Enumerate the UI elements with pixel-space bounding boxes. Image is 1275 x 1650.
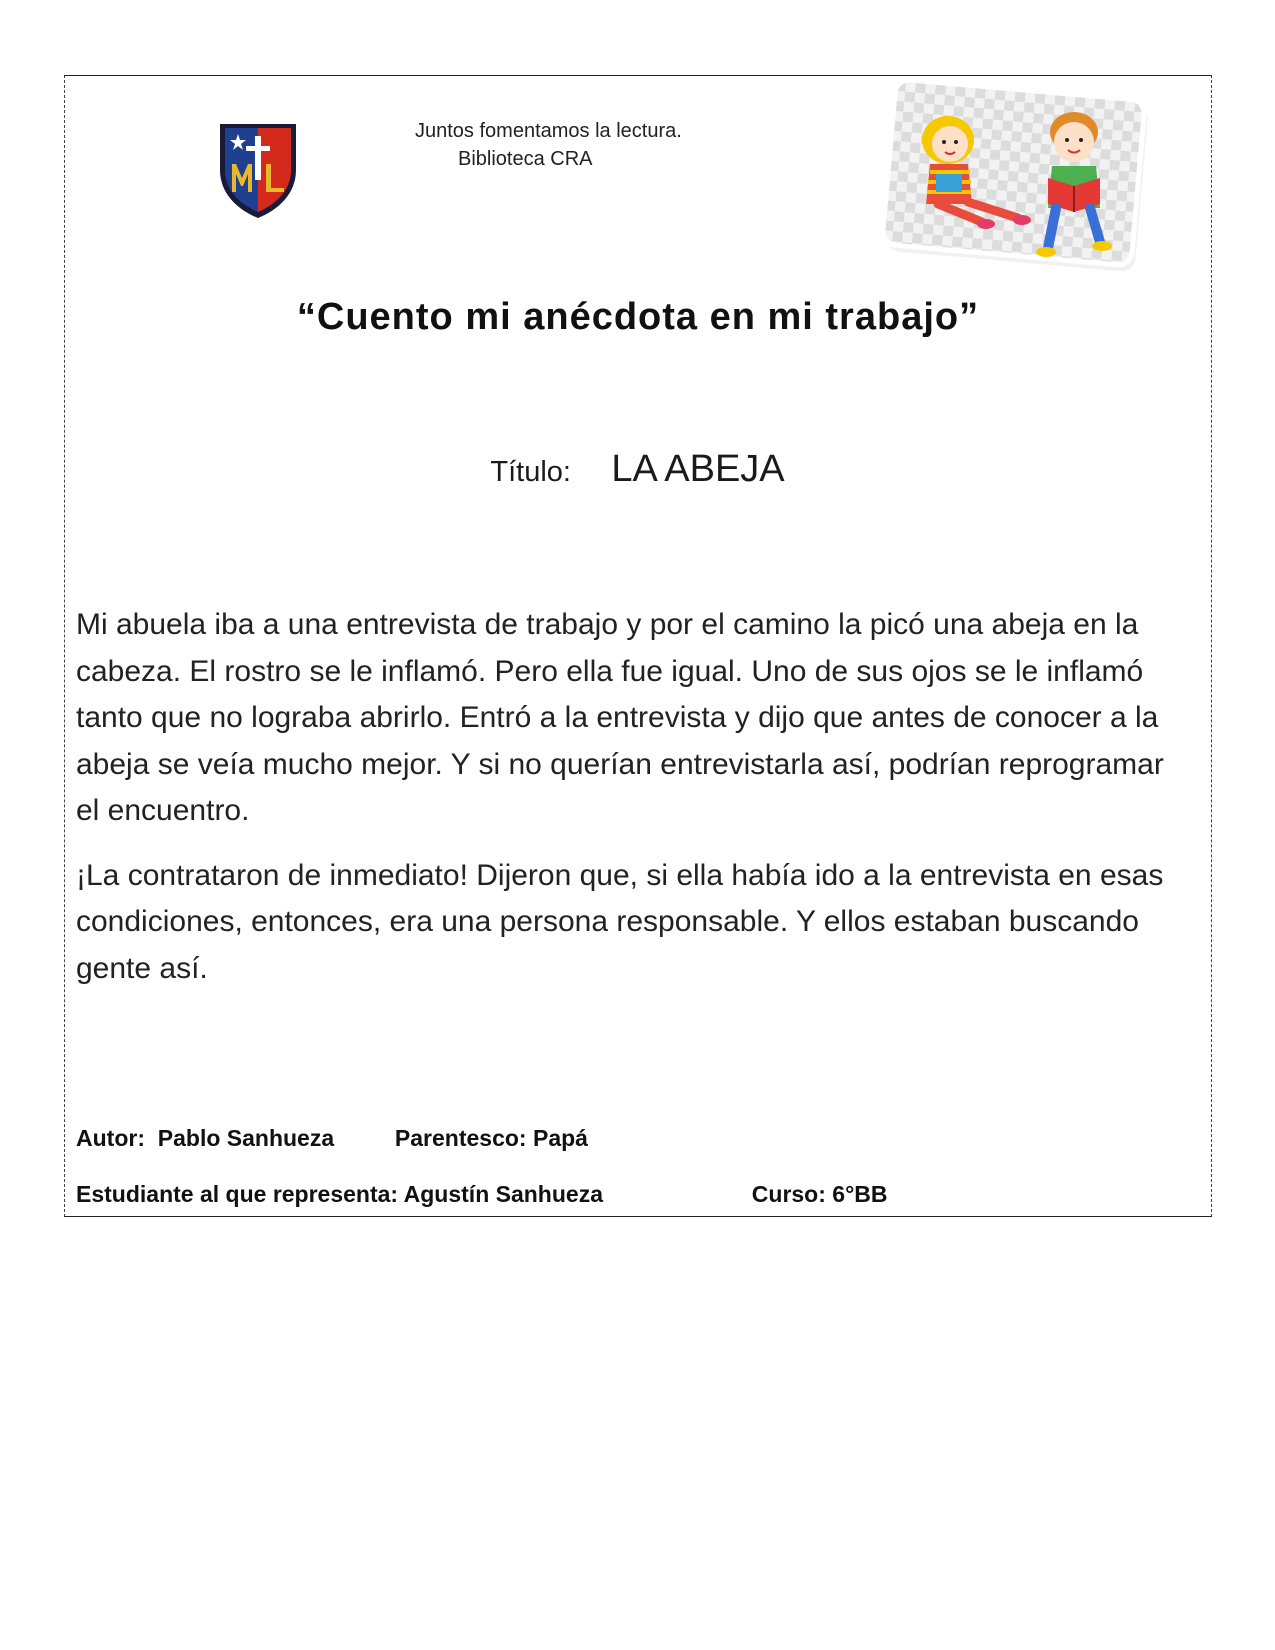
student-label: Estudiante al que representa: (76, 1181, 399, 1207)
student-line (76, 1181, 888, 1208)
author-name: Pablo Sanhueza (157, 1125, 335, 1151)
school-crest-logo (216, 118, 300, 220)
student-name: Agustín Sanhueza (403, 1181, 603, 1207)
story-paragraph-2: ¡La contrataron de inmediato! Dijeron que, si ella había ido a la entrevista en esas condiciones, entonces, era una persona responsable. Y ellos estaban buscando gente así. (76, 858, 1164, 985)
story-title-value: LA ABEJA (611, 448, 785, 490)
kids-reading-illustration (878, 82, 1162, 276)
story-title-label: Título: (490, 456, 571, 488)
story-title-row (0, 448, 1275, 491)
course-label: Curso: (751, 1181, 826, 1207)
motto-text: Juntos fomentamos la lectura. (415, 120, 682, 142)
story-paragraph-1: Mi abuela iba a una entrevista de trabajo y por el camino la picó una abeja en la cabeza. El rostro se le inflamó. Pero ella fue igual. Uno de sus ojos se le inflamó tanto que no lograba abrirlo. Entró a la entrevista y dijo que antes de conocer a la abeja se veía mucho mejor. Y si no querían entrevistarla así, podrían reprogramar el encuentro. (76, 608, 1164, 827)
course-value: 6°BB (832, 1181, 888, 1207)
story-body (76, 602, 1186, 1010)
page-title: “Cuento mi anécdota en mi trabajo” (296, 296, 980, 338)
author-line (76, 1125, 588, 1152)
relation-label: Parentesco: (394, 1125, 527, 1151)
library-name: Biblioteca CRA (458, 148, 593, 170)
relation-value: Papá (532, 1125, 588, 1151)
author-label: Autor: (76, 1125, 145, 1151)
header-text (415, 117, 682, 173)
